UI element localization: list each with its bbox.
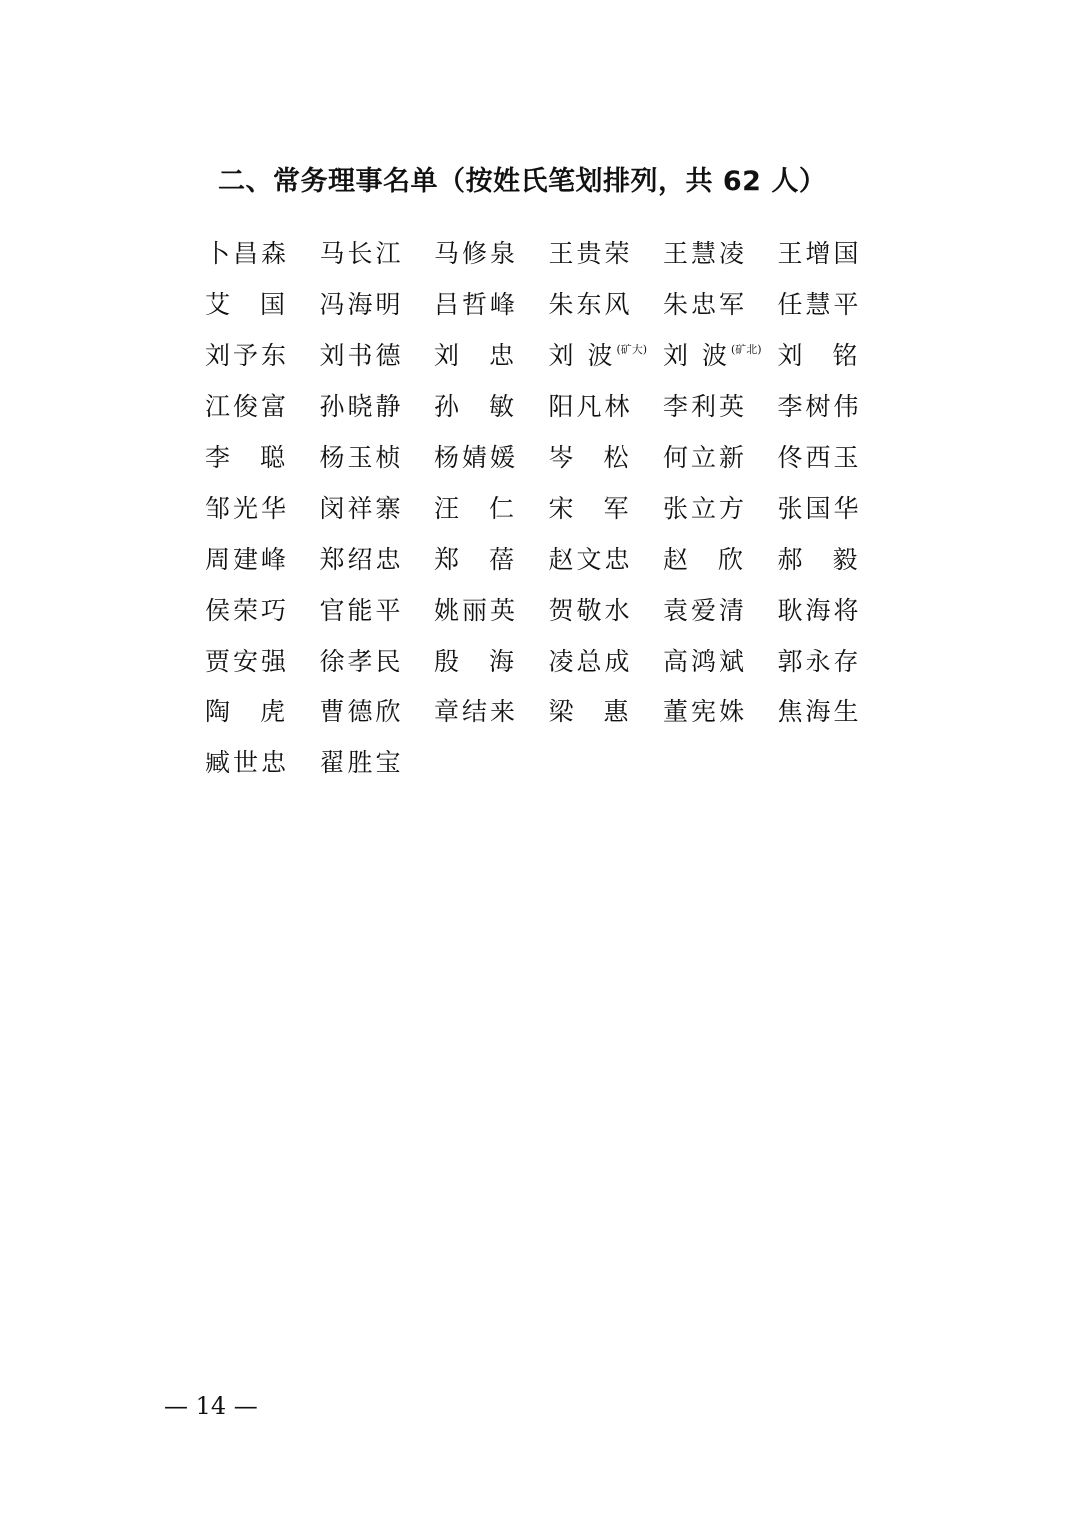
member-name <box>434 229 549 280</box>
member-name-text: 耿海将 <box>777 595 862 625</box>
member-name <box>778 687 893 738</box>
member-name-text: 李利英 <box>663 392 748 422</box>
member-name <box>205 636 320 687</box>
member-name-text: 侯荣巧 <box>205 595 290 625</box>
member-name-text: 贺敬水 <box>548 595 633 625</box>
member-name-text: 孙 敏 <box>434 392 514 422</box>
member-name <box>549 433 664 484</box>
member-name <box>434 585 549 636</box>
member-name <box>320 534 435 585</box>
member-name <box>434 331 549 382</box>
member-name-text: 艾 国 <box>205 290 285 320</box>
member-name <box>434 687 549 738</box>
member-name <box>434 433 549 484</box>
member-name-text: 冯海明 <box>319 290 404 320</box>
member-name-text: 宋 军 <box>548 493 629 523</box>
member-name <box>549 483 664 534</box>
member-name-text: 徐孝民 <box>319 646 404 676</box>
member-name <box>663 433 778 484</box>
member-name-text: 陶 虎 <box>205 697 285 727</box>
member-name-text: 张立方 <box>663 493 748 523</box>
member-name-text: 郑 蓓 <box>434 544 514 574</box>
member-name-text: 郝 毅 <box>777 544 858 574</box>
member-name-text: 邹光华 <box>205 493 290 523</box>
member-name <box>663 382 778 433</box>
member-name <box>434 636 549 687</box>
member-name <box>663 483 778 534</box>
member-name <box>205 433 320 484</box>
member-name <box>778 433 893 484</box>
member-name-text: 闵祥寨 <box>319 493 404 523</box>
member-name-text: 张国华 <box>777 493 862 523</box>
member-name <box>434 280 549 331</box>
member-name-text: 汪 仁 <box>434 493 514 523</box>
member-name <box>549 585 664 636</box>
member-name-text: 刘 波 <box>663 341 730 371</box>
member-name <box>778 382 893 433</box>
member-name <box>320 585 435 636</box>
member-name-text: 孙晓静 <box>319 392 404 422</box>
page-number: — 14 — <box>164 1392 258 1420</box>
member-name-text: 焦海生 <box>777 697 862 727</box>
member-name-text: 马修泉 <box>434 239 519 269</box>
member-name-text: 臧世忠 <box>205 748 290 778</box>
member-name <box>549 331 664 382</box>
member-name-text: 贾安强 <box>205 646 290 676</box>
member-name-text: 王增国 <box>777 239 862 269</box>
member-name-text: 李树伟 <box>777 392 862 422</box>
member-name-text: 赵文忠 <box>548 544 633 574</box>
member-name <box>434 534 549 585</box>
member-name-text: 官能平 <box>319 595 404 625</box>
member-name-text: 刘 铭 <box>777 341 858 371</box>
member-name-text: 刘 波 <box>548 341 616 371</box>
member-name-text: 朱东风 <box>548 290 633 320</box>
member-name-grid <box>205 229 885 789</box>
member-name <box>663 331 778 382</box>
member-name <box>205 382 320 433</box>
member-name-text: 李 聪 <box>205 443 285 472</box>
member-name-text: 翟胜宝 <box>319 748 404 778</box>
member-name <box>778 280 893 331</box>
member-name-text: 董宪姝 <box>663 697 748 727</box>
member-name <box>320 433 435 484</box>
member-name <box>549 229 664 280</box>
member-name <box>320 280 435 331</box>
member-name <box>549 280 664 331</box>
member-name-text: 佟西玉 <box>777 443 862 472</box>
member-name-text: 刘予东 <box>205 341 290 371</box>
member-name <box>320 687 435 738</box>
member-name <box>320 483 435 534</box>
member-name-text: 赵 欣 <box>663 544 743 574</box>
member-name-text: 王慧凌 <box>663 239 748 269</box>
member-name-text: 章结来 <box>434 697 519 727</box>
member-name-text: 周建峰 <box>205 544 290 574</box>
member-name-text: 江俊富 <box>205 392 290 422</box>
member-name <box>549 382 664 433</box>
member-name <box>663 280 778 331</box>
member-name <box>663 636 778 687</box>
member-name <box>205 229 320 280</box>
member-name <box>320 331 435 382</box>
member-name <box>205 687 320 738</box>
member-name-text: 袁爱清 <box>663 595 748 625</box>
member-name <box>205 280 320 331</box>
member-name <box>205 738 320 789</box>
member-name <box>205 534 320 585</box>
member-name <box>434 382 549 433</box>
member-name <box>663 534 778 585</box>
member-name <box>778 585 893 636</box>
member-name <box>320 738 435 789</box>
member-name <box>663 229 778 280</box>
member-name-text: 刘书德 <box>319 341 404 371</box>
member-name-text: 刘 忠 <box>434 341 514 371</box>
member-name <box>778 331 893 382</box>
member-name-text: 吕哲峰 <box>434 290 519 320</box>
member-name-text: 姚丽英 <box>434 595 519 625</box>
member-name <box>205 585 320 636</box>
member-name <box>320 382 435 433</box>
member-name-text: 卜昌森 <box>205 239 290 269</box>
member-name-text: 王贵荣 <box>548 239 633 269</box>
member-name <box>663 585 778 636</box>
member-name <box>778 229 893 280</box>
member-name <box>434 483 549 534</box>
member-name-text: 朱忠军 <box>663 290 748 320</box>
section-heading: 二、常务理事名单（按姓氏笔划排列，共 62 人） <box>218 166 827 197</box>
member-name-text: 殷 海 <box>434 646 514 676</box>
member-name-text: 郭永存 <box>777 646 862 676</box>
member-name-text: 阳凡林 <box>548 392 633 422</box>
member-name <box>205 331 320 382</box>
member-name-text: 高鸿斌 <box>663 646 748 676</box>
member-name <box>778 534 893 585</box>
member-name <box>320 636 435 687</box>
member-name-text: 杨婧媛 <box>434 443 519 472</box>
member-name-note: (矿北) <box>730 342 762 356</box>
member-name <box>778 483 893 534</box>
member-name <box>663 687 778 738</box>
member-name-text: 杨玉桢 <box>319 443 404 472</box>
member-name-text: 凌总成 <box>548 646 633 676</box>
member-name-text: 梁 惠 <box>548 697 629 727</box>
member-name-text: 郑绍忠 <box>319 544 404 574</box>
member-name <box>205 483 320 534</box>
member-name <box>549 687 664 738</box>
member-name-text: 何立新 <box>663 443 748 472</box>
member-name <box>549 534 664 585</box>
member-name-text: 任慧平 <box>777 290 862 320</box>
member-name <box>320 229 435 280</box>
member-name-note: (矿大) <box>616 342 648 356</box>
member-name <box>778 636 893 687</box>
member-name-text: 岑 松 <box>548 443 629 472</box>
member-name-text: 曹德欣 <box>319 697 404 727</box>
member-name <box>549 636 664 687</box>
member-name-text: 马长江 <box>319 239 404 269</box>
